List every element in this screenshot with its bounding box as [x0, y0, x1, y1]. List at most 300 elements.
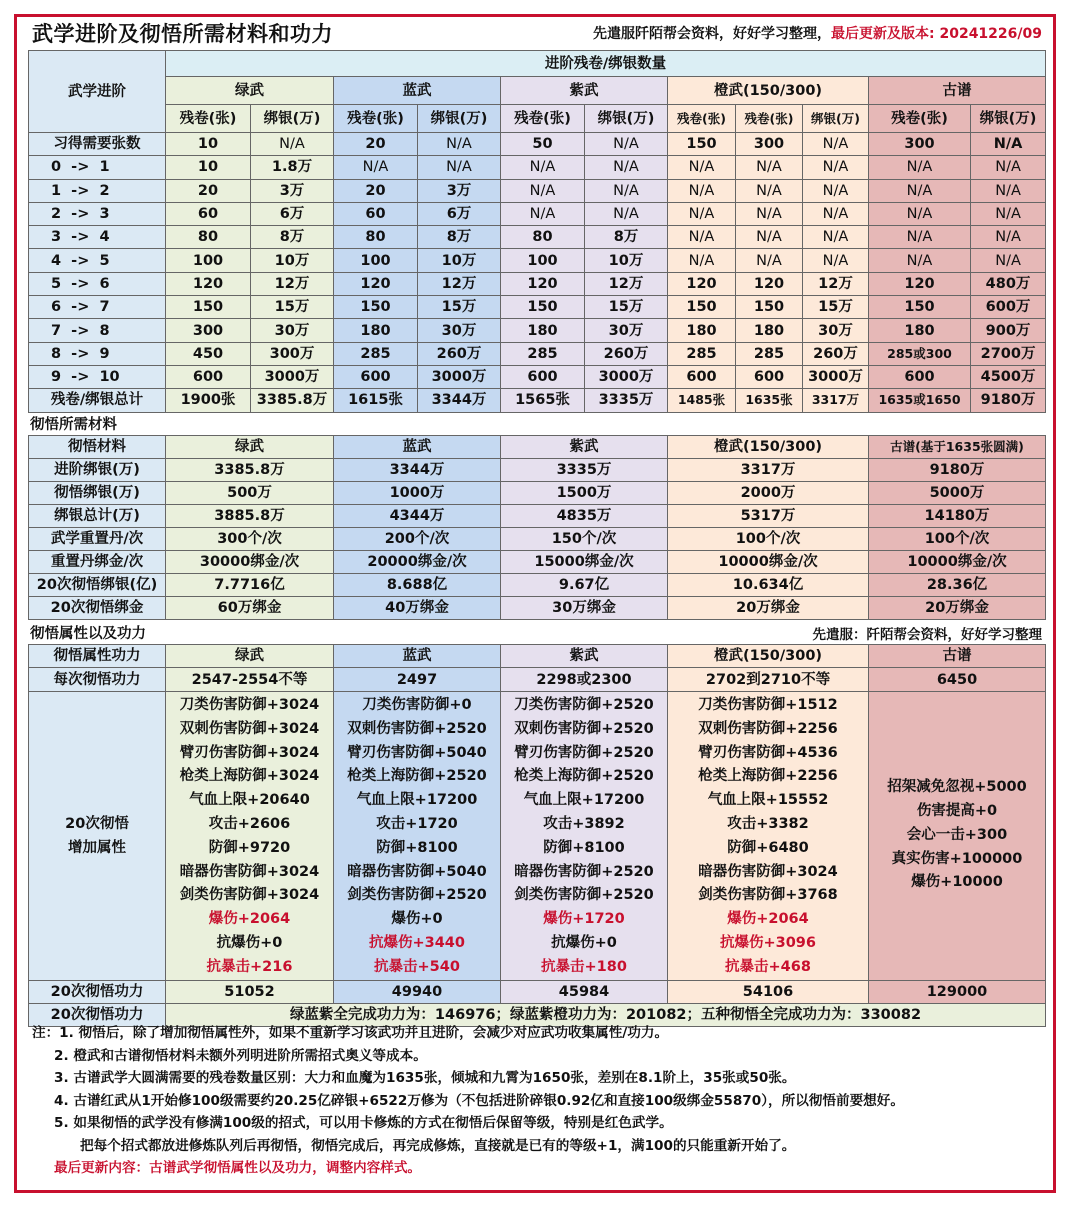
table-cell: 480万 [971, 272, 1046, 295]
row-label: 4 -> 5 [29, 249, 166, 272]
table-cell: 3385.8万 [166, 459, 334, 482]
table-cell: 150 [501, 296, 585, 319]
table-cell: 600万 [971, 296, 1046, 319]
subheader-cell: 绑银(万) [251, 105, 334, 133]
advancement-table [28, 50, 1046, 413]
table-cell: 20000绑金/次 [334, 551, 501, 574]
table-cell: 150 [334, 296, 418, 319]
table-cell: 120 [668, 272, 736, 295]
per-purple: 2298或2300 [501, 668, 668, 692]
attr-item: 防御+8100 [543, 839, 625, 856]
table-row [29, 389, 1046, 412]
table-cell: N/A [736, 202, 803, 225]
table-cell: 3万 [418, 179, 501, 202]
table-cell: 450 [166, 342, 251, 365]
table-cell: 40万绑金 [334, 597, 501, 620]
attr-item: 双刺伤害防御+3024 [179, 720, 320, 737]
table-cell: 30万 [803, 319, 869, 342]
attr-item: 攻击+3892 [543, 815, 625, 832]
row-label: 9 -> 10 [29, 365, 166, 388]
table-cell: 4835万 [501, 505, 668, 528]
table-cell: 600 [736, 365, 803, 388]
attributes-table [28, 644, 1046, 1027]
page-header [32, 18, 1044, 46]
attr-item: 气血上限+17200 [523, 792, 645, 809]
attr-item: 会心一击+300 [906, 826, 1008, 843]
table-cell: N/A [736, 226, 803, 249]
table-cell: 260万 [803, 342, 869, 365]
total-green: 51052 [166, 980, 334, 1003]
attr-item: 防御+8100 [376, 839, 458, 856]
table-cell: 4500万 [971, 365, 1046, 388]
attr-item: 剑类伤害防御+3768 [698, 887, 838, 904]
table-cell: 10.634亿 [668, 574, 869, 597]
table-cell: 180 [668, 319, 736, 342]
table-cell: 8.688亿 [334, 574, 501, 597]
table-cell: 15万 [803, 296, 869, 319]
materials-header-cell: 橙武(150/300) [668, 436, 869, 459]
table-cell: 260万 [418, 342, 501, 365]
attr-item: 暗器伤害防御+2520 [514, 863, 654, 880]
subheader-cell: 绑银(万) [418, 105, 501, 133]
table-cell: 120 [869, 272, 971, 295]
attr-list-blue [334, 692, 501, 981]
attr-item: 气血上限+20640 [189, 792, 310, 809]
table-cell: 100个/次 [869, 528, 1046, 551]
table-cell: N/A [334, 156, 418, 179]
per-gupu: 6450 [869, 668, 1046, 692]
table-cell: 80 [166, 226, 251, 249]
table-cell: N/A [736, 179, 803, 202]
table-cell: N/A [869, 156, 971, 179]
table-cell: N/A [869, 202, 971, 225]
attr-item: 抗爆伤+0 [551, 934, 617, 951]
table-cell: 1565张 [501, 389, 585, 412]
table-row [29, 226, 1046, 249]
table-cell: 1485张 [668, 389, 736, 412]
attr-item: 抗爆伤+3096 [719, 934, 816, 951]
table-cell: 30万 [418, 319, 501, 342]
attr-item: 攻击+2606 [208, 815, 291, 832]
per-green: 2547-2554不等 [166, 668, 334, 692]
table-row [29, 179, 1046, 202]
type-gupu: 古谱 [869, 77, 1046, 105]
per-orange: 2702到2710不等 [668, 668, 869, 692]
table-cell: 5000万 [869, 482, 1046, 505]
attr-item: 臂刃伤害防御+4536 [698, 744, 838, 761]
table-row [29, 459, 1046, 482]
table-row [29, 342, 1046, 365]
attr-item: 刀类伤害防御+3024 [179, 697, 320, 713]
materials-header-cell: 蓝武 [334, 436, 501, 459]
table-cell: N/A [803, 179, 869, 202]
table-cell: 10万 [418, 249, 501, 272]
table-cell: 10000绑金/次 [869, 551, 1046, 574]
attr-item: 暗器伤害防御+5040 [347, 863, 487, 880]
materials-header-cell: 紫武 [501, 436, 668, 459]
attr-list-orange [668, 692, 869, 981]
attr-header-purple: 紫武 [501, 645, 668, 668]
table-cell: 12万 [251, 272, 334, 295]
table-cell: N/A [501, 156, 585, 179]
note-1: 注：1. 彻悟后，除了增加彻悟属性外，如果不重新学习该武功并且进阶，会减少对应武功收集属性/功力。 [32, 1025, 669, 1041]
table-cell: N/A [803, 226, 869, 249]
row-label: 8 -> 9 [29, 342, 166, 365]
table-row [29, 202, 1046, 225]
attributes-section-note: 先遣服：阡陌帮会资料，好好学习整理 [812, 627, 1042, 643]
attr-item: 剑类伤害防御+2520 [514, 887, 654, 904]
subheader-cell: 残卷(张) [166, 105, 251, 133]
table-row [29, 505, 1046, 528]
table-cell: N/A [971, 179, 1046, 202]
table-cell: 15万 [251, 296, 334, 319]
table-cell: 7.7716亿 [166, 574, 334, 597]
attr-item: 暗器伤害防御+3024 [698, 863, 838, 880]
table-cell: 100 [501, 249, 585, 272]
note-3: 3. 古谱武学大圆满需要的残卷数量区别：大力和血魔为1635张，倾城和九霄为1650张，差别在8.1阶上，35张或50张。 [54, 1070, 796, 1086]
attr-item: 枪类上海防御+2256 [698, 768, 838, 785]
table-cell: 3317万 [803, 389, 869, 412]
table-cell: 600 [501, 365, 585, 388]
total-gupu: 129000 [869, 980, 1046, 1003]
attr-item: 双刺伤害防御+2520 [347, 720, 487, 737]
table-cell: 80 [501, 226, 585, 249]
table-cell: 5317万 [668, 505, 869, 528]
table-cell: N/A [736, 249, 803, 272]
table-cell: 28.36亿 [869, 574, 1046, 597]
table-cell: 150 [869, 296, 971, 319]
table-cell: 3000万 [418, 365, 501, 388]
table-cell: 600 [869, 365, 971, 388]
table-cell: 12万 [418, 272, 501, 295]
table-cell: 100个/次 [668, 528, 869, 551]
table-row [29, 319, 1046, 342]
table-cell: 300个/次 [166, 528, 334, 551]
row-label: 5 -> 6 [29, 272, 166, 295]
table-cell: N/A [869, 226, 971, 249]
row-label: 进阶绑银(万) [29, 459, 166, 482]
attr-header-blue: 蓝武 [334, 645, 501, 668]
table-cell: 50 [501, 133, 585, 156]
table-cell: 4344万 [334, 505, 501, 528]
type-green: 绿武 [166, 77, 334, 105]
note-5: 5. 如果彻悟的武学没有修满100级的招式，可以用卡修炼的方式在彻悟后保留等级，特别是红色武学。 [54, 1115, 673, 1131]
table-cell: 3万 [251, 179, 334, 202]
table-cell: 3385.8万 [251, 389, 334, 412]
table-cell: N/A [971, 202, 1046, 225]
table-cell: 30万 [251, 319, 334, 342]
table-cell: 120 [736, 272, 803, 295]
table-cell: 3335万 [585, 389, 668, 412]
table-cell: 10万 [585, 249, 668, 272]
table-cell: 6万 [251, 202, 334, 225]
table-cell: 1900张 [166, 389, 251, 412]
attr-item: 爆伤+2064 [208, 911, 291, 928]
attr-item: 气血上限+15552 [707, 792, 829, 809]
attr-header-green: 绿武 [166, 645, 334, 668]
attr-item: 气血上限+17200 [356, 792, 478, 809]
table-row [29, 482, 1046, 505]
table-cell: N/A [251, 133, 334, 156]
materials-header-cell: 绿武 [166, 436, 334, 459]
table-cell: N/A [418, 156, 501, 179]
subheader-cell: 残卷(张) [736, 105, 803, 133]
per-blue: 2497 [334, 668, 501, 692]
table-cell: 10 [166, 156, 251, 179]
attr-item: 双刺伤害防御+2256 [698, 720, 838, 737]
subheader-cell: 残卷(张) [334, 105, 418, 133]
table-cell: N/A [585, 133, 668, 156]
attr-item: 枪类上海防御+2520 [347, 768, 487, 785]
attr-list-gupu [869, 692, 1046, 981]
table-cell: 20 [334, 133, 418, 156]
summary-label: 20次彻悟功力 [29, 1003, 166, 1026]
page-title: 武学进阶及彻悟所需材料和功力 [32, 22, 333, 46]
attr-item: 枪类上海防御+3024 [179, 768, 320, 785]
table-cell: N/A [418, 133, 501, 156]
table-cell: 100 [166, 249, 251, 272]
table-cell: 180 [334, 319, 418, 342]
table-cell: 6万 [418, 202, 501, 225]
table-cell: 3317万 [668, 459, 869, 482]
attr-item: 臂刃伤害防御+3024 [179, 744, 320, 761]
row-label: 彻悟绑银(万) [29, 482, 166, 505]
table-cell: 20万绑金 [869, 597, 1046, 620]
attr-item: 抗暴击+540 [374, 958, 460, 975]
table-cell: 3885.8万 [166, 505, 334, 528]
attr-item: 防御+6480 [727, 839, 809, 856]
table-cell: 10万 [251, 249, 334, 272]
attr-item: 抗爆伤+3440 [368, 934, 465, 951]
subheader-cell: 残卷(张) [668, 105, 736, 133]
table-cell: 900万 [971, 319, 1046, 342]
table-cell: 150 [736, 296, 803, 319]
table-cell: N/A [668, 249, 736, 272]
attr-item: 攻击+3382 [727, 815, 809, 832]
table-cell: 1500万 [501, 482, 668, 505]
attr-item: 爆伤+0 [391, 911, 443, 928]
table-cell: 9180万 [971, 389, 1046, 412]
table-cell: 20 [334, 179, 418, 202]
row-label: 习得需要张数 [29, 133, 166, 156]
table-cell: 1615张 [334, 389, 418, 412]
table-cell: 10000绑金/次 [668, 551, 869, 574]
attr-item: 抗爆伤+0 [216, 934, 283, 951]
table-cell: N/A [668, 202, 736, 225]
table-cell: 8万 [418, 226, 501, 249]
attr-header-orange: 橙武(150/300) [668, 645, 869, 668]
table-row [29, 296, 1046, 319]
table-cell: 300 [869, 133, 971, 156]
table-cell: N/A [585, 156, 668, 179]
table-cell: 500万 [166, 482, 334, 505]
table-cell: 150个/次 [501, 528, 668, 551]
attr-list-green [166, 692, 334, 981]
type-purple: 紫武 [501, 77, 668, 105]
table-cell: 15万 [585, 296, 668, 319]
table-cell: 1635或1650 [869, 389, 971, 412]
table-cell: 9180万 [869, 459, 1046, 482]
total-blue: 49940 [334, 980, 501, 1003]
note-2: 2. 橙武和古谱彻悟材料未额外列明进阶所需招式奥义等成本。 [54, 1047, 427, 1064]
attr-item: 伤害提高+0 [916, 803, 998, 820]
table-cell: N/A [585, 202, 668, 225]
table-cell: 180 [501, 319, 585, 342]
row-label: 绑银总计(万) [29, 505, 166, 528]
attr-item: 刀类伤害防御+0 [362, 697, 472, 713]
table-cell: 300 [736, 133, 803, 156]
table-cell: N/A [971, 156, 1046, 179]
attributes-section-title: 彻悟属性以及功力 [30, 626, 146, 642]
page-subtitle: 先遣服阡陌帮会资料，好好学习整理，最后更新及版本: 20241226/09 [593, 26, 1042, 42]
table-cell: 600 [668, 365, 736, 388]
table-cell: 300万 [251, 342, 334, 365]
table-cell: N/A [501, 179, 585, 202]
subheader-cell: 残卷(张) [501, 105, 585, 133]
subheader-cell: 绑银(万) [803, 105, 869, 133]
table-cell: 30万 [585, 319, 668, 342]
row-label: 2 -> 3 [29, 202, 166, 225]
table-cell: 80 [334, 226, 418, 249]
row-label: 20次彻悟绑银(亿) [29, 574, 166, 597]
table-cell: 260万 [585, 342, 668, 365]
group-header: 进阶残卷/绑银数量 [166, 51, 1046, 77]
table-cell: 1.8万 [251, 156, 334, 179]
subheader-cell: 绑银(万) [585, 105, 668, 133]
table-cell: 3344万 [334, 459, 501, 482]
table-cell: 60万绑金 [166, 597, 334, 620]
subheader-cell: 残卷(张) [869, 105, 971, 133]
table-row [29, 133, 1046, 156]
row-label: 20次彻悟绑金 [29, 597, 166, 620]
note-5-continued: 把每个招式都放进修炼队列后再彻悟，彻悟完成后，再完成修炼，直接就是已有的等级+1，满100的只能重新开始了。 [80, 1137, 796, 1154]
table-cell: 1635张 [736, 389, 803, 412]
table-row [29, 365, 1046, 388]
per-label: 每次彻悟功力 [29, 668, 166, 692]
table-cell: 60 [334, 202, 418, 225]
table-cell: 120 [501, 272, 585, 295]
attr-item: 招架减免忽视+5000 [887, 779, 1027, 796]
table-cell: 3000万 [803, 365, 869, 388]
table-cell: 8万 [251, 226, 334, 249]
table-cell: 200个/次 [334, 528, 501, 551]
attr-label: 20次彻悟 增加属性 [29, 692, 166, 981]
table-cell: 3000万 [251, 365, 334, 388]
total-purple: 45984 [501, 980, 668, 1003]
notes [32, 1022, 1042, 1180]
table-cell: N/A [971, 249, 1046, 272]
table-cell: N/A [736, 156, 803, 179]
table-cell: 10 [166, 133, 251, 156]
table-cell: N/A [668, 179, 736, 202]
table-cell: 120 [166, 272, 251, 295]
table-cell: 1000万 [334, 482, 501, 505]
summary-text: 绿蓝紫全完成功力为：146976；绿蓝紫橙功力为：201082；五种彻悟全完成功力为：330082 [166, 1003, 1046, 1026]
attr-item: 防御+9720 [208, 839, 291, 856]
table-cell: 180 [736, 319, 803, 342]
row-label: 7 -> 8 [29, 319, 166, 342]
table-row [29, 574, 1046, 597]
table-row [29, 156, 1046, 179]
attr-header-gupu: 古谱 [869, 645, 1046, 668]
table-cell: N/A [803, 133, 869, 156]
table-cell: 180 [869, 319, 971, 342]
table-row [29, 528, 1046, 551]
table-cell: N/A [501, 202, 585, 225]
materials-header-cell: 古谱(基于1635张圆满) [869, 436, 1046, 459]
attr-item: 真实伤害+100000 [891, 850, 1023, 867]
materials-table [28, 435, 1046, 620]
row-label: 0 -> 1 [29, 156, 166, 179]
last-update-note: 最后更新内容：古谱武学彻悟属性以及功力，调整内容样式。 [54, 1160, 422, 1176]
attr-header-label: 彻悟属性功力 [29, 645, 166, 668]
table-cell: 600 [334, 365, 418, 388]
note-4: 4. 古谱红武从1开始修100级需要约20.25亿碎银+6522万修为（不包括进阶碎银0.92亿和直接100级绑金55870），所以彻悟前要想好。 [54, 1092, 904, 1109]
row-label: 残卷/绑银总计 [29, 389, 166, 412]
table-cell: N/A [803, 156, 869, 179]
attr-item: 抗暴击+468 [725, 958, 811, 975]
table-row [29, 272, 1046, 295]
table-cell: 120 [334, 272, 418, 295]
table-cell: 600 [166, 365, 251, 388]
table-row [29, 249, 1046, 272]
table-cell: 30000绑金/次 [166, 551, 334, 574]
table-cell: 60 [166, 202, 251, 225]
table-cell: 20 [166, 179, 251, 202]
table-cell: 12万 [585, 272, 668, 295]
table-cell: N/A [668, 156, 736, 179]
attr-item: 爆伤+10000 [911, 874, 1003, 891]
table-cell: 14180万 [869, 505, 1046, 528]
attr-item: 暗器伤害防御+3024 [179, 863, 320, 880]
table-cell: 9.67亿 [501, 574, 668, 597]
table-cell: 285 [736, 342, 803, 365]
total-label: 20次彻悟功力 [29, 980, 166, 1003]
table-cell: N/A [803, 249, 869, 272]
table-cell: N/A [971, 133, 1046, 156]
table-cell: N/A [803, 202, 869, 225]
table-cell: N/A [668, 226, 736, 249]
row-label: 6 -> 7 [29, 296, 166, 319]
attr-item: 抗暴击+180 [541, 958, 627, 975]
attr-item: 爆伤+2064 [727, 911, 809, 928]
table-cell: 3344万 [418, 389, 501, 412]
version-label: 最后更新及版本: 20241226/09 [831, 26, 1042, 42]
attr-item: 攻击+1720 [376, 815, 458, 832]
table-cell: 285 [668, 342, 736, 365]
table-cell: 20万绑金 [668, 597, 869, 620]
row-label: 3 -> 4 [29, 226, 166, 249]
table-cell: 285 [334, 342, 418, 365]
attr-list-purple [501, 692, 668, 981]
materials-section-title: 彻悟所需材料 [30, 417, 117, 433]
row-label: 1 -> 2 [29, 179, 166, 202]
table-cell: 15000绑金/次 [501, 551, 668, 574]
type-orange: 橙武(150/300) [668, 77, 869, 105]
table-cell: 8万 [585, 226, 668, 249]
table-cell: 300 [166, 319, 251, 342]
materials-header-cell: 彻悟材料 [29, 436, 166, 459]
row-label: 武学重置丹/次 [29, 528, 166, 551]
attr-item: 枪类上海防御+2520 [514, 768, 654, 785]
table-cell: 100 [334, 249, 418, 272]
table-cell: 2000万 [668, 482, 869, 505]
subheader-cell: 绑银(万) [971, 105, 1046, 133]
total-orange: 54106 [668, 980, 869, 1003]
type-blue: 蓝武 [334, 77, 501, 105]
table-cell: 150 [166, 296, 251, 319]
table-cell: N/A [869, 179, 971, 202]
